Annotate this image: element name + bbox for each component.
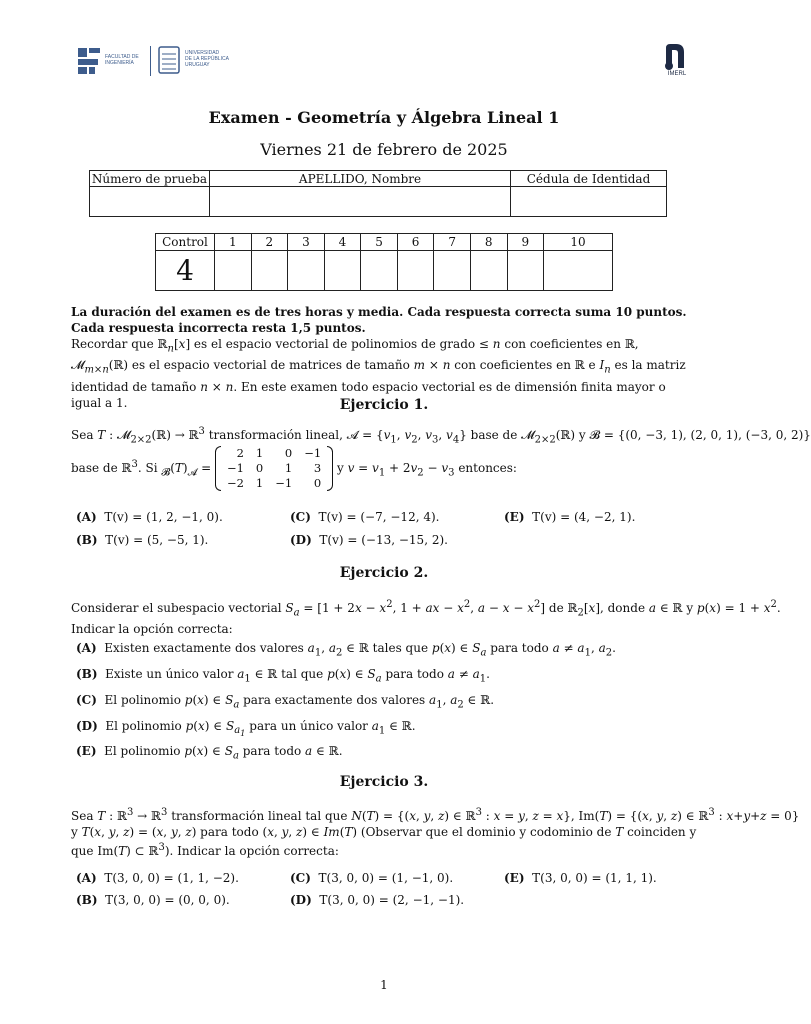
control-col-7: 7 [434, 234, 471, 251]
col-apellido-nombre: APELLIDO, Nombre [210, 171, 511, 187]
udelar-logo-line1: UNIVERSIDAD [185, 50, 220, 56]
imerl-logo [660, 44, 694, 78]
ex1-option-e[interactable]: (E) T(v) = (4, −2, 1). [504, 510, 636, 524]
ex1-option-d[interactable]: (D) T(v) = (−13, −15, 2). [290, 533, 448, 547]
answer-box-3[interactable] [288, 251, 325, 291]
control-col-4: 4 [324, 234, 361, 251]
ex1-option-c[interactable]: (C) T(v) = (−7, −12, 4). [290, 510, 440, 524]
col-cedula: Cédula de Identidad [511, 171, 667, 187]
ex3-title: Ejercicio 3. [339, 774, 429, 790]
udelar-logo-line2: DE LA REPÚBLICA [185, 56, 229, 62]
col-numero-prueba: Número de prueba [90, 171, 210, 187]
answer-box-2[interactable] [251, 251, 288, 291]
control-table [155, 233, 613, 291]
ex2-statement: Considerar el subespacio vectorial $S_a = [1 + 2x - x^2$, 1 + ax − $x^2$, $a - x - x^2$] de ℝ$_2$[x], donde a ∈ ℝ y $p(x) = 1 + x^2$. Indicar la opción correcta: [71, 599, 781, 637]
exam-date: Viernes 21 de febrero de 2025 [260, 140, 508, 159]
answer-box-1[interactable] [215, 251, 252, 291]
ex1-statement-line2: base de ℝ$^3$. Si $_𝓑(T)_𝓐$ = 2 1 0 −1 −1 0 1 3 −2 1 −1 0 y $v = v_1 + 2v_2 - v_3$ entonces: [71, 446, 517, 490]
control-col-9: 9 [507, 234, 544, 251]
instructions-bold: La duración del examen es de tres horas y media. Cada respuesta correcta suma 10 puntos. Cada respuesta incorrecta resta 1,5 puntos. [71, 305, 687, 335]
ex3-option-a[interactable]: (A) T(3, 0, 0) = (1, 1, −2). [76, 871, 239, 885]
fing-logo-line1: FACULTAD DE [105, 54, 139, 60]
udelar-logo [158, 46, 238, 76]
field-numero-prueba[interactable] [90, 187, 210, 217]
udelar-shield-icon [158, 46, 180, 74]
answer-box-6[interactable] [397, 251, 434, 291]
control-col-10: 10 [544, 234, 613, 251]
control-label: Control [156, 234, 215, 251]
ex2-indicar: Indicar la opción correcta: [71, 622, 233, 637]
ex1-matrix: 2 1 0 −1 −1 0 1 3 −2 1 −1 0 [215, 446, 333, 491]
ex2-option-b[interactable]: (B) Existe un único valor $a_1$ ∈ ℝ tal que p(x) ∈ $S_a$ para todo $a \ne a_1$. [76, 667, 490, 685]
ex3-option-c[interactable]: (C) T(3, 0, 0) = (1, −1, 0). [290, 871, 454, 885]
ex2-option-d[interactable]: (D) El polinomio p(x) ∈ $S_{a_1}$ para un único valor $a_1$ ∈ ℝ. [76, 719, 416, 739]
field-apellido-nombre[interactable] [210, 187, 511, 217]
ex2-option-c[interactable]: (C) El polinomio p(x) ∈ $S_a$ para exactamente dos valores $a_1$, $a_2$ ∈ ℝ. [76, 693, 495, 711]
control-col-2: 2 [251, 234, 288, 251]
fing-mark-icon [78, 48, 100, 74]
answer-box-4[interactable] [324, 251, 361, 291]
imerl-label: IMERL [667, 71, 687, 77]
ex3-statement: Sea T : ℝ$^3$ → ℝ$^3$ transformación lineal tal que N(T) = {(x, y, z) ∈ ℝ$^3$ : x = y, z = x}, Im(T) = {(x, y, z) ∈ ℝ$^3$ : x+y+z = 0} y T(x, y, z) = (x, y, z) para todo (x, y, z) ∈ Im(T) (Observar que el dominio y codominio de T coinciden y que Im(T) ⊂ ℝ$^3$). Indicar la opción correcta: [71, 807, 800, 858]
ex2-title: Ejercicio 2. [339, 565, 429, 581]
instructions [71, 304, 698, 411]
ex3-option-e[interactable]: (E) T(3, 0, 0) = (1, 1, 1). [504, 871, 657, 885]
ex2-option-a[interactable]: (A) Existen exactamente dos valores $a_1$, $a_2$ ∈ ℝ tales que p(x) ∈ $S_a$ para todo $a \ne a_1$, $a_2$. [76, 641, 616, 659]
fing-logo-line2: INGENIERÍA [105, 60, 134, 66]
answer-box-5[interactable] [361, 251, 398, 291]
control-col-8: 8 [470, 234, 507, 251]
control-value: 4 [156, 251, 215, 291]
answer-box-7[interactable] [434, 251, 471, 291]
ex3-option-d[interactable]: (D) T(3, 0, 0) = (2, −1, −1). [290, 893, 465, 907]
control-col-5: 5 [361, 234, 398, 251]
control-col-3: 3 [288, 234, 325, 251]
ex3-option-b[interactable]: (B) T(3, 0, 0) = (0, 0, 0). [76, 893, 230, 907]
logo-divider [150, 46, 151, 76]
ex2-option-e[interactable]: (E) El polinomio p(x) ∈ $S_a$ para todo a ∈ ℝ. [76, 744, 343, 762]
ex1-title: Ejercicio 1. [339, 397, 429, 413]
fing-logo [78, 46, 148, 76]
identification-table [89, 170, 667, 217]
answer-box-10[interactable] [544, 251, 613, 291]
field-cedula[interactable] [511, 187, 667, 217]
exam-title: Examen - Geometría y Álgebra Lineal 1 [208, 108, 560, 127]
udelar-logo-line3: URUGUAY [185, 62, 210, 68]
answer-box-9[interactable] [507, 251, 544, 291]
ex1-option-a[interactable]: (A) T(v) = (1, 2, −1, 0). [76, 510, 223, 524]
ex1-option-b[interactable]: (B) T(v) = (5, −5, 1). [76, 533, 209, 547]
answer-box-8[interactable] [470, 251, 507, 291]
imerl-mark-icon [664, 44, 686, 70]
control-col-6: 6 [397, 234, 434, 251]
page-number: 1 [380, 978, 388, 992]
instructions-text: Recordar que ℝ$_n$[x] es el espacio vectorial de polinomios de grado ≤ n con coeficientes en ℝ, 𝓜$_{m\times n}$(ℝ) es el espacio vectorial de matrices de tamaño m × n con coeficientes en ℝ e $I_n$ es la matriz identidad de tamaño n × n. En este examen todo espacio vectorial es de dimensión finita mayor o igual a 1. [71, 337, 686, 410]
ex1-statement-line1: Sea T : 𝓜$_{2\times 2}$(ℝ) → ℝ$^3$ transformación lineal, 𝓐 = {$v_1$, $v_2$, $v_3$, $v_4$} base de 𝓜$_{2\times 2}$(ℝ) y 𝓑 = {(0, −3, 1), (2, 0, 1), (−3, 0, 2)} [71, 426, 811, 446]
control-col-1: 1 [215, 234, 252, 251]
